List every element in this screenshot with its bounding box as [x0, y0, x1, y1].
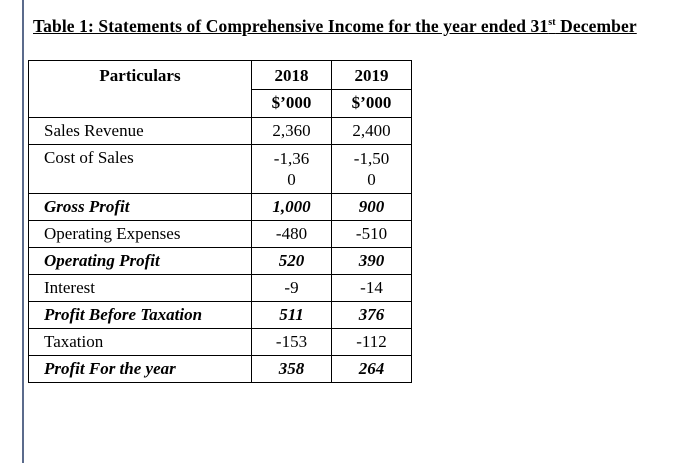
table-title: Table 1: Statements of Comprehensive Income for the year ended 31st December: [33, 16, 637, 36]
table-row: Interest -9 -14: [29, 275, 412, 302]
table-row: Taxation -153 -112: [29, 329, 412, 356]
table-row: Sales Revenue 2,360 2,400: [29, 118, 412, 145]
year-2018-header: 2018 $’000: [252, 61, 332, 118]
income-statement-table: [28, 60, 412, 383]
table-row: Cost of Sales -1,36 0 -1,50 0: [29, 145, 412, 194]
table-row: Operating Expenses -480 -510: [29, 221, 412, 248]
unit-2019: $’000: [351, 93, 392, 112]
table-row: Profit For the year 358 264: [29, 356, 412, 383]
left-margin-rule: [22, 0, 24, 463]
table-row: Gross Profit 1,000 900: [29, 194, 412, 221]
unit-2018: $’000: [271, 93, 312, 112]
year-2019-header: 2019 $’000: [332, 61, 412, 118]
table-row: Operating Profit 520 390: [29, 248, 412, 275]
particulars-header: Particulars: [29, 61, 252, 118]
table-row: Profit Before Taxation 511 376: [29, 302, 412, 329]
header-row: [29, 61, 412, 118]
